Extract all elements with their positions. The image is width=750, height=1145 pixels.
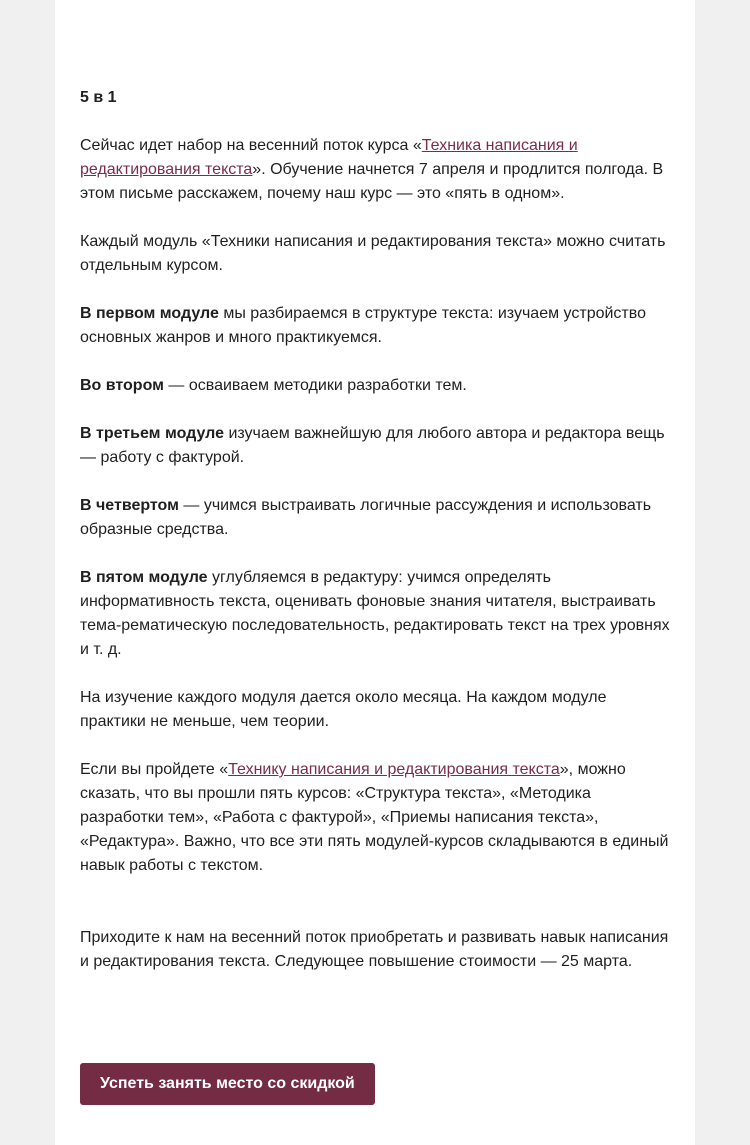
module-4-label: В четвертом [80,497,179,514]
module-2-text: — осваиваем методики разработки тем. [163,377,467,394]
course-link[interactable]: Техника написания и редактирования текста [80,137,578,178]
five-courses-paragraph [80,758,670,878]
five-courses-text-before: Если вы пройдете « [80,761,229,778]
module-3-label: В третьем модуле [80,425,225,442]
module-4-text: — учимся выстраивать логичные рассуждения и использовать образные средства. [80,497,652,538]
email-heading: 5 в 1 [80,89,117,106]
module-2-paragraph [80,374,670,398]
module-3-text: изучаем важнейшую для любого автора и редактора вещь — работу с фактурой. [80,425,665,466]
final-paragraph: Приходите к нам на весенний поток приобретать и развивать навык написания и редактирования текста. Следующее повышение стоимости — 25 марта. [80,929,669,970]
module-5-text: углубляемся в редактуру: учимся определять информативность текста, оценивать фоновые знания читателя, выстраивать тема-рематическую последовательность, редактировать текст на трех уровнях и т. д. [80,569,670,658]
modules-intro-paragraph: Каждый модуль «Техники написания и редактирования текста» можно считать отдельным курсом. [80,233,666,274]
module-1-text: мы разбираемся в структуре текста: изучаем устройство основных жанров и много практикуемся. [80,305,646,346]
module-1-label: В первом модуле [80,305,219,322]
intro-paragraph [80,134,670,206]
module-duration-paragraph: На изучение каждого модуля дается около месяца. На каждом модуле практики не меньше, чем теории. [80,689,607,730]
course-link-2[interactable]: Технику написания и редактирования текста [228,761,560,778]
module-2-label: Во втором [80,377,164,394]
email-card [55,0,695,1145]
module-5-label: В пятом модуле [80,569,208,586]
module-4-paragraph [80,494,670,542]
discount-signup-button[interactable]: Успеть занять место со скидкой [80,1063,375,1105]
module-3-paragraph [80,422,670,470]
five-courses-text-after: », можно сказать, что вы прошли пять курсов: «Структура текста», «Методика разработки тем», «Работа с фактурой», «Приемы написания текста», «Редактура». Важно, что все эти пять модулей-курсов складываются в единый навык работы с текстом. [80,761,669,874]
intro-text-before: Сейчас идет набор на весенний поток курса « [80,137,422,154]
email-body [80,86,670,998]
intro-text-after: ». Обучение начнется 7 апреля и продлится полгода. В этом письме расскажем, почему наш курс — это «пять в одном». [80,161,664,202]
module-1-paragraph [80,302,670,350]
module-5-paragraph [80,566,670,662]
